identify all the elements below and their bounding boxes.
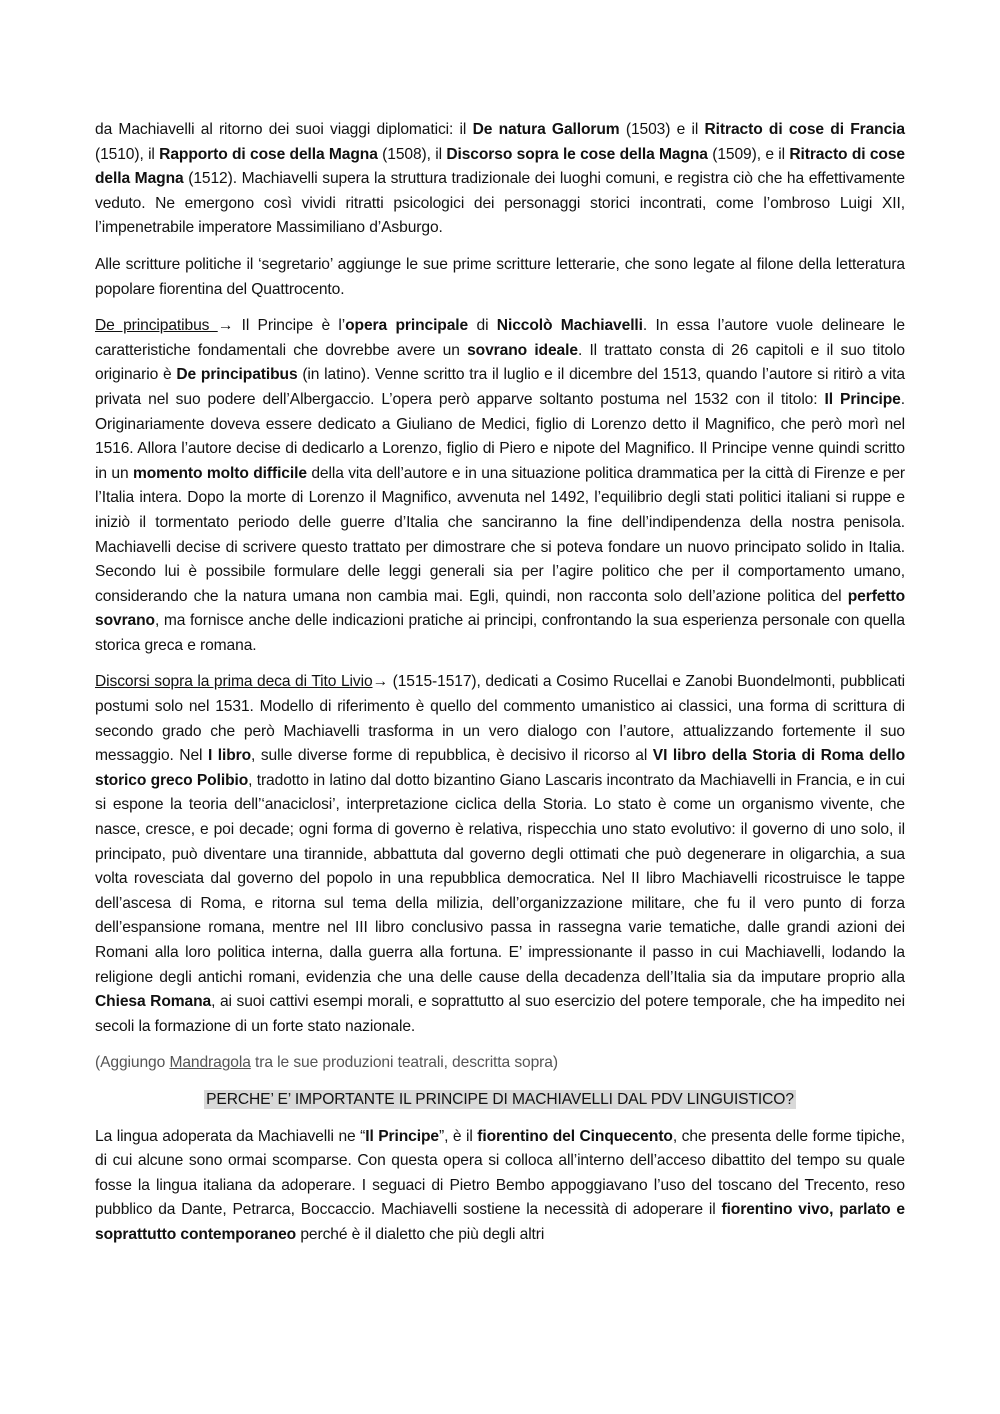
arrow-right-icon: → [217, 317, 234, 335]
bold-title: Discorso sopra le cose della Magna [446, 145, 708, 163]
arrow-right-icon: → [372, 673, 389, 691]
text: (1503) e il [619, 121, 705, 138]
text: perché è il dialetto che più degli altri [296, 1225, 545, 1243]
paragraph-diplomatic-writings [95, 118, 905, 241]
text: (1512). Machiavelli supera la struttura tradizionale dei luoghi comuni, e registra ciò che ha effettivamente veduto. Ne emergono così vividi ritratti psicologici dei personaggi storici incontrati, come l’ombroso Luigi XII, l’impenetrabile imperatore Massimiliano d’Asburgo. [95, 170, 905, 237]
paragraph-literary-writings [95, 253, 905, 302]
bold-text: momento molto difficile [132, 464, 307, 482]
note-mandragola [95, 1051, 905, 1076]
text: , che presenta delle forme tipiche, di cui alcune sono ormai scomparse. Con questa opera si colloca all’interno dell’acceso dibattito del tempo su quale fosse la lingua italiana da adoperare. I seguaci di Pietro Bembo appoggiavano l’uso del toscano del Trecento, reso pubblico da Dante, Petrarca, Boccaccio. Machiavelli sostiene la necessità di adoperare il [95, 1127, 905, 1219]
bold-title: Ritracto di cose di Francia [704, 121, 905, 138]
text: . Il trattato consta di 26 capitoli e il suo titolo originario è [95, 341, 905, 384]
text: , sulle diverse forme di repubblica, è decisivo il ricorso al [251, 747, 653, 765]
section-heading-wrap [95, 1088, 905, 1113]
text: La lingua adoperata da Machiavelli ne “ [95, 1127, 366, 1145]
paragraph-language [95, 1125, 905, 1248]
bold-text: perfetto sovrano [95, 587, 905, 630]
section-heading: PERCHE’ E’ IMPORTANTE IL PRINCIPE DI MACHIAVELLI DAL PDV LINGUISTICO? [206, 1090, 794, 1108]
bold-text: Il Principe [365, 1127, 439, 1145]
bold-text: sovrano ideale [467, 341, 578, 359]
text: (1508), il [377, 145, 447, 163]
text: Il Principe è l’ [233, 317, 346, 335]
text: (1509), e il [707, 145, 790, 163]
text: (1510), il [95, 145, 160, 163]
bold-text: VI libro della Storia di Roma dello storico greco Polibio [95, 747, 906, 789]
bold-text: De principatibus [176, 366, 298, 384]
document-page [95, 118, 905, 1260]
text: (in latino). Venne scritto tra il luglio e il dicembre del 1513, quando l’autore si ritirò a vita privata nel suo podere dell’Albergaccio. L’opera però apparve soltanto postuma nel 1532 con il titolo: [95, 366, 905, 408]
underlined-title: De principatibus [95, 317, 218, 335]
text: (Aggiungo [95, 1054, 170, 1072]
underlined-title: Discorsi sopra la prima deca di Tito Livio [95, 673, 373, 691]
text: da Machiavelli al ritorno dei suoi viaggi diplomatici: il [95, 121, 473, 138]
bold-title: Ritracto di cose della Magna [95, 145, 905, 188]
bold-title: De natura Gallorum [472, 121, 620, 138]
text: di [468, 317, 497, 335]
bold-text: Niccolò Machiavelli [496, 317, 643, 335]
mandragola-link[interactable]: Mandragola [169, 1054, 251, 1072]
paragraph-discorsi [95, 670, 905, 1039]
text: ”, è il [438, 1127, 478, 1145]
text: , tradotto in latino dal dotto bizantino Giano Lascaris incontrato da Machiavelli in Francia, e in cui si espone la teoria dell’‘anaciclosi’, interpretazione ciclica della Storia. Lo stato è come un organismo vivente, che nasce, cresce, e poi decade; ogni forma di governo è relativa, rispecchia uno stato evolutivo: il governo di uno solo, il principato, può diventare una tirannide, abbattuta dal governo degli ottimati che può degenerare in oligarchia, a sua volta rovesciata dal governo del popolo in una repubblica democratica. Nel II libro Machiavelli ricostruisce le tappe dell’ascesa di Roma, e ritorna sul tema della milizia, dell’organizzazione militare, che fu il vero punto di forza dell’espansione romana, mentre nel III libro conclusivo passa in rassegna varie tematiche, dalle grandi azioni dei Romani alla loro politica interna, dalla guerra alla fortuna. E’ impressionante il passo in cui Machiavelli, lodando la religione degli antichi romani, evidenzia che una delle cause della decadenza dell’Italia sia da imputare proprio alla [95, 771, 905, 986]
paragraph-de-principatibus [95, 314, 905, 658]
bold-text: Chiesa Romana [95, 993, 212, 1011]
text: tra le sue produzioni teatrali, descritta sopra) [250, 1054, 558, 1072]
bold-text: Il Principe [824, 390, 901, 408]
text: della vita dell’autore e in una situazione politica drammatica per la città di Firenze e per l’Italia intera. Dopo la morte di Lorenzo il Magnifico, avvenuta nel 1492, l’equilibrio degli stati politici italiani si ruppe e iniziò il tormentato periodo delle guerre d’Italia che sanciranno la fine dell’indipendenza della nostra penisola. Machiavelli decise di scrivere questo trattato per dimostrare che si poteva fondare un nuovo principato solido in Italia. Secondo lui è possibile formulare delle leggi generali sia per l’agire politico che per il comportamento umano, considerando che la natura umana non cambia mai. Egli, quindi, non racconta solo dell’azione politica del [95, 464, 905, 605]
text: (1515-1517), dedicati a Cosimo Rucellai e Zanobi Buondelmonti, pubblicati postumi solo nel 1531. Modello di riferimento è quello del commento umanistico ai classici, una forma di scrittura di secondo grado che però Machiavelli trasforma in un vero dialogo con l’autore, attualizzando fortemente il suo messaggio. Nel [95, 673, 906, 765]
bold-text: fiorentino vivo, parlato e soprattutto contemporaneo [95, 1201, 905, 1243]
text: , ma fornisce anche delle indicazioni pratiche ai principi, confrontando la sua esperienza personale con quella storica greca e romana. [95, 612, 905, 654]
text: . Originariamente doveva essere dedicato a Giuliano de Medici, figlio di Lorenzo detto il Magnifico, che però morì nel 1516. Allora l’autore decise di dedicarlo a Lorenzo, figlio di Piero e nipote del Magnifico. Il Principe venne quindi scritto in un [95, 390, 905, 482]
bold-title: Rapporto di cose della Magna [159, 145, 378, 163]
bold-text: I libro [207, 747, 252, 765]
text: . In essa l’autore vuole delineare le caratteristiche fondamentali che dovrebbe avere un [95, 317, 905, 359]
text: Alle scritture politiche il ‘segretario’ aggiunge le sue prime scritture letterarie, che sono legate al filone della letteratura popolare fiorentina del Quattrocento. [95, 255, 905, 298]
text: , ai suoi cattivi esempi morali, e soprattutto al suo esercizio del potere temporale, che ha impedito nei secoli la formazione di un forte stato nazionale. [95, 993, 905, 1035]
bold-text: fiorentino del Cinquecento [477, 1127, 673, 1145]
bold-text: opera principale [345, 317, 469, 335]
